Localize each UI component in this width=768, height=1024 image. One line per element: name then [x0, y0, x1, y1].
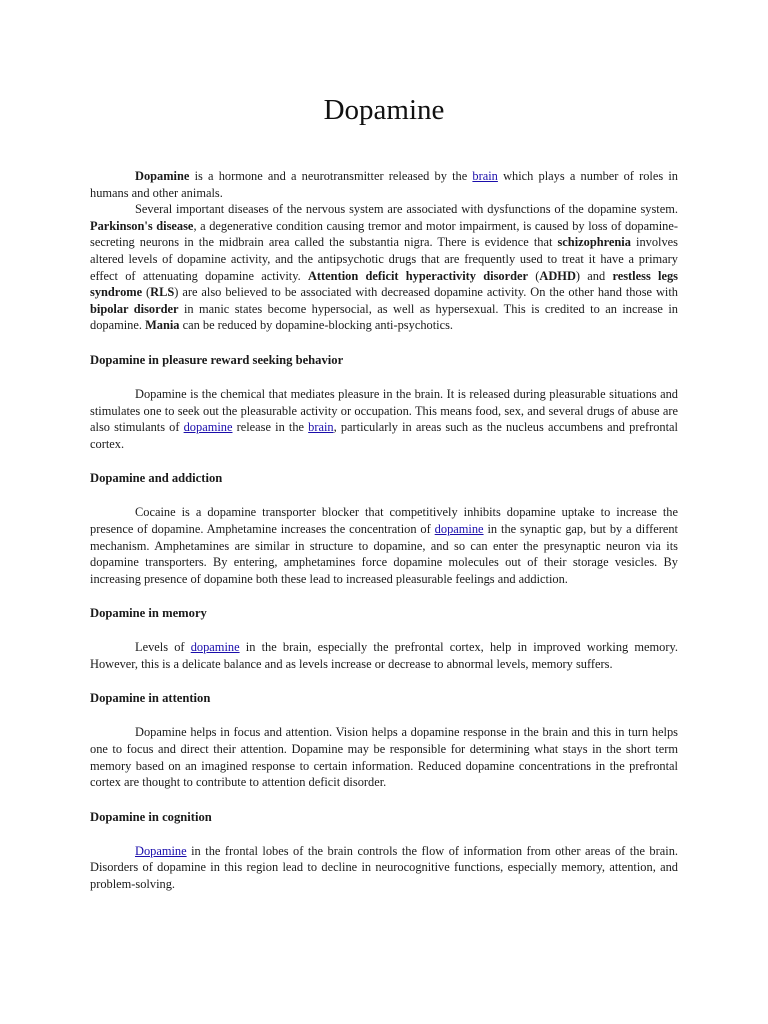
bold-term: Mania	[145, 318, 180, 333]
intro-paragraph-1: Dopamine is a hormone and a neurotransmitter released by the brain which plays a number of roles in humans and other animals.	[90, 169, 678, 200]
dopamine-link[interactable]: dopamine	[434, 521, 484, 536]
intro-paragraph-2: Several important diseases of the nervous system are associated with dysfunctions of the dopamine system. Parkinson's disease, a degenerative condition causing tremor and motor impairment, is caused by loss of dopamine-secreting neurons in the midbrain area called the substantia nigra. There is evidence that schizophrenia involves altered levels of dopamine activity, and the antipsychotic drugs that are frequently used to treat it have a primary effect of attenuating dopamine activity. Attention deficit hyperactivity disorder (ADHD) and restless legs syndrome (RLS) are also believed to be associated with decreased dopamine activity. On the other hand those with bipolar disorder in manic states become hypersocial, as well as hypersexual. This is credited to an increase in dopamine. Mania can be reduced by dopamine-blocking anti-psychotics.	[90, 202, 678, 333]
page-title: Dopamine	[323, 94, 445, 126]
section-paragraph-pleasure: Dopamine is the chemical that mediates pleasure in the brain. It is released during pleasurable situations and stimulates one to seek out the pleasurable activity or occupation. This means food, sex, and several drugs of abuse are also stimulants of dopamine release in the brain, particularly in areas such as the nucleus accumbens and prefrontal cortex.	[90, 386, 678, 451]
dopamine-link[interactable]: Dopamine	[135, 843, 187, 858]
section-paragraph-addiction: Cocaine is a dopamine transporter blocker that competitively inhibits dopamine uptake to increase the presence of dopamine. Amphetamine increases the concentration of dopamine in the synaptic gap, but by a different mechanism. Amphetamines are similar in structure to dopamine, and so can enter the presynaptic neuron via its dopamine transporters. By entering, amphetamines force dopamine molecules out of their storage vesicles. By increasing presence of dopamine both these lead to increased pleasurable feelings and addiction.	[90, 505, 678, 586]
bold-term: schizophrenia	[557, 235, 631, 250]
brain-link[interactable]: brain	[472, 169, 498, 183]
bold-term: bipolar disorder	[90, 301, 179, 316]
bold-term: ADHD	[539, 268, 576, 283]
section-heading-cognition: Dopamine in cognition	[90, 809, 212, 824]
bold-term: Attention deficit hyperactivity disorder	[307, 268, 528, 283]
bold-term: Dopamine	[135, 169, 190, 183]
bold-term: Parkinson's disease	[90, 218, 194, 233]
dopamine-link[interactable]: dopamine	[190, 640, 240, 655]
section-paragraph-attention: Dopamine helps in focus and attention. Vision helps a dopamine response in the brain and this in turn helps one to focus and direct their attention. Dopamine may be responsible for determining what stays in the short term memory based on an imagined response to certain information. Reduced dopamine concentrations in the prefrontal cortex are thought to contribute to attention deficit disorder.	[90, 725, 678, 790]
section-heading-pleasure: Dopamine in pleasure reward seeking behavior	[90, 352, 344, 367]
section-heading-addiction: Dopamine and addiction	[90, 471, 223, 486]
brain-link[interactable]: brain	[308, 420, 334, 435]
section-paragraph-cognition: Dopamine in the frontal lobes of the brain controls the flow of information from other areas of the brain. Disorders of dopamine in this region lead to decline in neurocognitive functions, especially memory, attention, and problem-solving.	[90, 843, 678, 892]
section-heading-memory: Dopamine in memory	[90, 606, 207, 621]
bold-term: restless legs syndrome	[90, 268, 678, 300]
section-heading-attention: Dopamine in attention	[90, 691, 211, 706]
section-paragraph-memory: Levels of dopamine in the brain, especially the prefrontal cortex, help in improved working memory. However, this is a delicate balance and as levels increase or decrease to abnormal levels, memory suffers.	[90, 640, 678, 671]
bold-term: RLS	[150, 285, 175, 300]
dopamine-link[interactable]: dopamine	[183, 420, 233, 435]
